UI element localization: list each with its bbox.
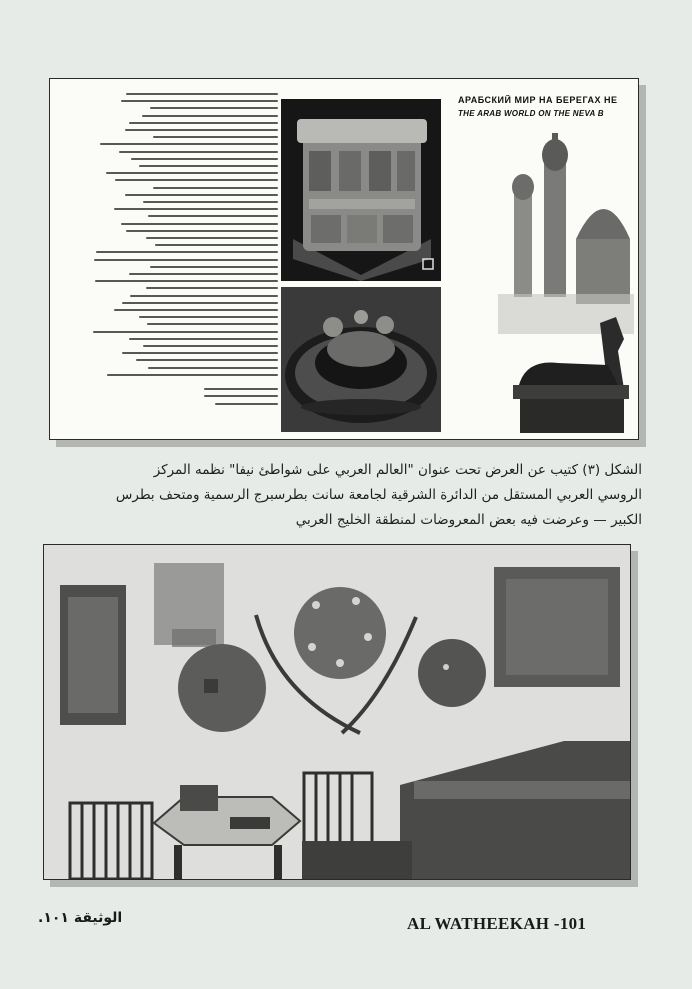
manuscript-line <box>147 323 278 325</box>
manuscript-line <box>143 345 278 347</box>
manuscript-line <box>142 115 278 117</box>
manuscript-line <box>204 395 278 397</box>
manuscript-line <box>121 223 278 225</box>
manuscript-line <box>125 194 278 196</box>
manuscript-line <box>122 302 278 304</box>
caption-line-2: الروسي العربي المستقل من الدائرة الشرقية لجامعة سانت بطرسبرج الرسمية ومتحف بطرس <box>115 487 642 503</box>
footer-journal-english: AL WATHEEKAH -101 <box>407 914 587 933</box>
manuscript-line <box>215 403 278 405</box>
manuscript-page <box>92 91 278 423</box>
manuscript-line <box>95 280 278 282</box>
manuscript-line <box>121 100 278 102</box>
manuscript-line <box>155 244 278 246</box>
manuscript-line <box>114 309 278 311</box>
casket-photo <box>281 99 441 281</box>
manuscript-line <box>146 237 278 239</box>
manuscript-line <box>126 93 278 95</box>
manuscript-line <box>94 259 278 261</box>
manuscript-line <box>129 273 278 275</box>
manuscript-line <box>148 367 278 369</box>
manuscript-line <box>100 143 278 145</box>
manuscript-line <box>153 136 278 138</box>
exhibition-room-photo <box>43 544 631 880</box>
manuscript-line <box>153 187 278 189</box>
manuscript-line <box>129 338 278 340</box>
manuscript-line <box>125 129 278 131</box>
manuscript-line <box>143 201 279 203</box>
mosque-sphinx-illustration <box>458 89 634 433</box>
manuscript-line <box>107 374 278 376</box>
footer-journal-arabic: الوثيقة ١٠١. <box>38 910 123 926</box>
manuscript-line <box>93 331 278 333</box>
manuscript-line <box>139 165 278 167</box>
caption-line-3: الكبير — وعرضت فيه بعض المعروضات لمنطقة الخليج العربي <box>295 512 642 528</box>
poster-title-english: THE ARAB WORLD ON THE NEVA B <box>458 109 604 118</box>
caption-line-1: الشكل (٣) كتيب عن العرض تحت عنوان "العالم العربي على شواطئ نيفا" نظمه المركز <box>153 462 642 478</box>
figure-caption <box>70 458 642 533</box>
manuscript-line <box>96 251 278 253</box>
manuscript-line <box>146 287 278 289</box>
manuscript-line <box>130 295 278 297</box>
bowl-photo <box>281 287 441 432</box>
manuscript-line <box>119 151 278 153</box>
manuscript-line <box>136 359 278 361</box>
manuscript-line <box>148 215 278 217</box>
exhibition-poster <box>458 89 634 433</box>
manuscript-line <box>150 107 278 109</box>
manuscript-line <box>114 208 278 210</box>
manuscript-line <box>126 230 278 232</box>
poster-title-russian: АРАБСКИЙ МИР НА БЕРЕГАХ НЕ <box>458 95 618 105</box>
manuscript-line <box>150 266 278 268</box>
manuscript-line <box>139 316 278 318</box>
manuscript-line <box>122 352 278 354</box>
manuscript-line <box>115 179 278 181</box>
manuscript-line <box>129 122 278 124</box>
figure-booklet-panel <box>49 78 639 440</box>
manuscript-line <box>204 388 278 390</box>
manuscript-line <box>131 158 278 160</box>
manuscript-line <box>106 172 278 174</box>
